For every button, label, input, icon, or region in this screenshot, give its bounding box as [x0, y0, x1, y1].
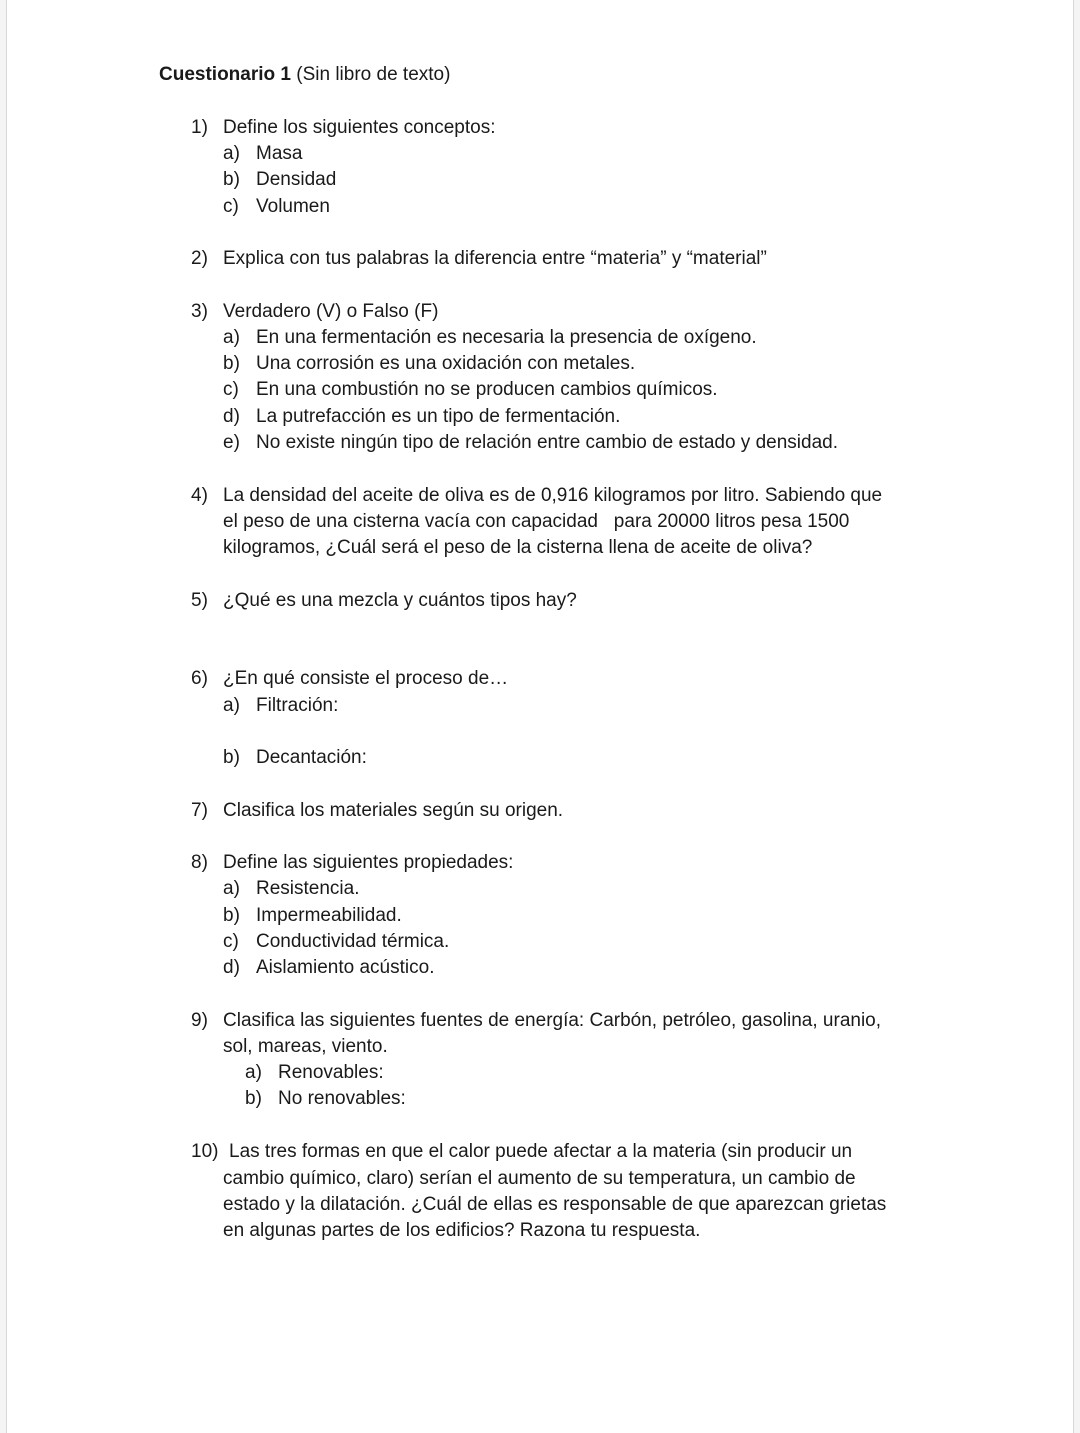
question-text-line: el peso de una cisterna vacía con capacidad para 20000 litros pesa 1500 — [223, 511, 850, 532]
item-text: Aislamiento acústico. — [256, 957, 435, 978]
question-number: 2) — [191, 248, 208, 269]
item-text: No renovables: — [278, 1088, 406, 1109]
item-text: Decantación: — [256, 747, 367, 768]
item-label: a) — [223, 695, 240, 716]
document-page — [6, 0, 1074, 1433]
question-number: 1) — [191, 117, 208, 138]
title-subtitle: (Sin libro de texto) — [290, 64, 451, 85]
question-number: 8) — [191, 852, 208, 873]
question-text: Verdadero (V) o Falso (F) — [223, 301, 439, 322]
title-bold: Cuestionario 1 — [159, 64, 291, 85]
item-label: b) — [223, 747, 240, 768]
item-label: a) — [245, 1062, 262, 1083]
item-label: e) — [223, 432, 240, 453]
item-text: Una corrosión es una oxidación con metales. — [256, 353, 636, 374]
item-text: Volumen — [256, 196, 330, 217]
item-label: a) — [223, 327, 240, 348]
item-label: b) — [223, 353, 240, 374]
item-label: b) — [245, 1088, 262, 1109]
question-number: 7) — [191, 800, 208, 821]
question-text-line: estado y la dilatación. ¿Cuál de ellas es responsable de que aparezcan grietas — [223, 1194, 887, 1215]
page-title — [159, 63, 450, 87]
question-text-line: en algunas partes de los edificios? Razona tu respuesta. — [223, 1220, 701, 1241]
question-number: 10) — [191, 1141, 219, 1162]
question-text: Explica con tus palabras la diferencia entre “materia” y “material” — [223, 248, 767, 269]
question-text-line: Las tres formas en que el calor puede afectar a la materia (sin producir un — [229, 1141, 853, 1162]
question-text: Clasifica los materiales según su origen. — [223, 800, 564, 821]
item-text: Resistencia. — [256, 878, 360, 899]
item-text: No existe ningún tipo de relación entre cambio de estado y densidad. — [256, 432, 838, 453]
item-text: En una fermentación es necesaria la presencia de oxígeno. — [256, 327, 757, 348]
item-text: Conductividad térmica. — [256, 931, 450, 952]
question-number: 6) — [191, 668, 208, 689]
question-text: Define las siguientes propiedades: — [223, 852, 514, 873]
question-text: Define los siguientes conceptos: — [223, 117, 496, 138]
question-number: 9) — [191, 1010, 208, 1031]
item-label: c) — [223, 196, 239, 217]
question-text: ¿En qué consiste el proceso de… — [223, 668, 509, 689]
item-text: Masa — [256, 143, 303, 164]
item-label: c) — [223, 379, 239, 400]
question-number: 3) — [191, 301, 208, 322]
item-text: La putrefacción es un tipo de fermentación. — [256, 406, 621, 427]
question-text-line: La densidad del aceite de oliva es de 0,916 kilogramos por litro. Sabiendo que — [223, 485, 883, 506]
question-number: 5) — [191, 590, 208, 611]
question-text-line: Clasifica las siguientes fuentes de energía: Carbón, petróleo, gasolina, uranio, — [223, 1010, 882, 1031]
question-text-line: kilogramos, ¿Cuál será el peso de la cisterna llena de aceite de oliva? — [223, 537, 813, 558]
item-text: Filtración: — [256, 695, 339, 716]
item-text: Renovables: — [278, 1062, 384, 1083]
item-text: Impermeabilidad. — [256, 905, 402, 926]
item-label: b) — [223, 905, 240, 926]
item-label: a) — [223, 878, 240, 899]
item-label: d) — [223, 406, 240, 427]
item-label: d) — [223, 957, 240, 978]
question-text-line: cambio químico, claro) serían el aumento de su temperatura, un cambio de — [223, 1168, 856, 1189]
question-number: 4) — [191, 485, 208, 506]
question-text-line: sol, mareas, viento. — [223, 1036, 388, 1057]
item-text: En una combustión no se producen cambios químicos. — [256, 379, 718, 400]
question-text: ¿Qué es una mezcla y cuántos tipos hay? — [223, 590, 577, 611]
item-label: b) — [223, 169, 240, 190]
item-text: Densidad — [256, 169, 337, 190]
item-label: c) — [223, 931, 239, 952]
item-label: a) — [223, 143, 240, 164]
